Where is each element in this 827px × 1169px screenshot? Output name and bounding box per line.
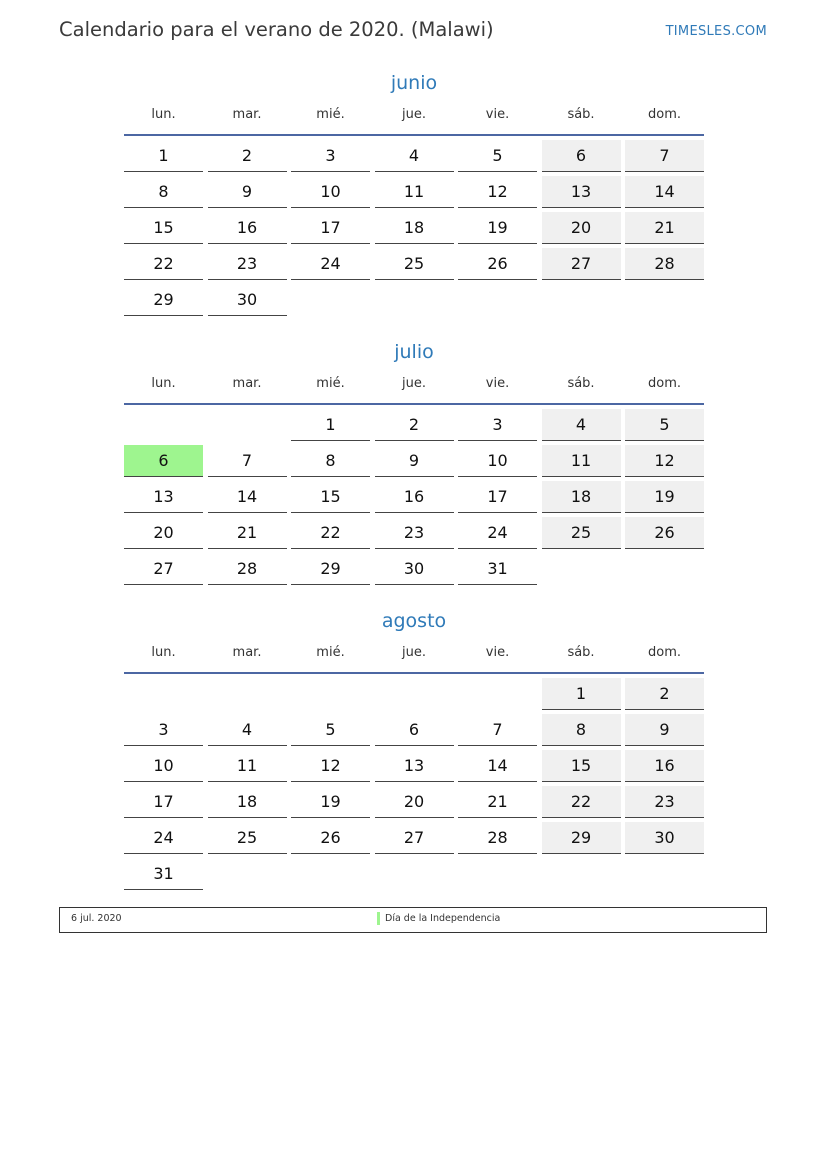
- day-cell: 14: [458, 750, 537, 782]
- day-cell: 23: [375, 517, 454, 549]
- day-cell: 27: [124, 553, 203, 585]
- day-cell: 26: [458, 248, 537, 280]
- legend-holiday-name: Día de la Independencia: [385, 913, 501, 924]
- day-cell: 4: [542, 409, 621, 441]
- day-cell: 29: [542, 822, 621, 854]
- day-cell: 24: [291, 248, 370, 280]
- legend-date: 6 jul. 2020: [71, 913, 122, 924]
- day-cell: 17: [291, 212, 370, 244]
- month-agosto: [124, 608, 704, 890]
- day-cell: 1: [124, 140, 203, 172]
- day-cell: 30: [375, 553, 454, 585]
- day-cell: 13: [124, 481, 203, 513]
- day-cell: 7: [208, 445, 287, 477]
- weekday-label: dom.: [647, 107, 681, 122]
- weekday-label: vie.: [485, 107, 510, 122]
- day-cell: 28: [208, 553, 287, 585]
- weekday-label: vie.: [485, 645, 510, 660]
- day-cell: 3: [458, 409, 537, 441]
- day-cell: 17: [458, 481, 537, 513]
- day-cell: 11: [208, 750, 287, 782]
- day-cell: 5: [291, 714, 370, 746]
- day-cell: 30: [625, 822, 704, 854]
- day-cell: 13: [375, 750, 454, 782]
- empty-cell: [124, 678, 203, 710]
- day-cell: 25: [542, 517, 621, 549]
- day-cell: 23: [208, 248, 287, 280]
- weekday-label: mar.: [232, 107, 262, 122]
- holiday-legend: [59, 907, 767, 933]
- day-cell: 11: [375, 176, 454, 208]
- day-cell: 4: [375, 140, 454, 172]
- empty-cell: [458, 678, 537, 710]
- day-cell: 16: [625, 750, 704, 782]
- day-cell: 24: [124, 822, 203, 854]
- weekday-label: lun.: [151, 376, 176, 391]
- day-cell: 17: [124, 786, 203, 818]
- day-cell: 6: [375, 714, 454, 746]
- day-cell: 15: [291, 481, 370, 513]
- day-cell: 28: [458, 822, 537, 854]
- day-cell: 22: [291, 517, 370, 549]
- empty-cell: [124, 409, 203, 441]
- day-grid: [124, 678, 704, 890]
- day-cell: 1: [291, 409, 370, 441]
- weekday-label: vie.: [485, 376, 510, 391]
- weekday-label: mar.: [232, 645, 262, 660]
- weekday-label: jue.: [402, 107, 426, 122]
- weekday-label: lun.: [151, 645, 176, 660]
- day-cell: 22: [124, 248, 203, 280]
- weekday-label: mié.: [316, 107, 345, 122]
- day-cell: 31: [124, 858, 203, 890]
- day-cell: 27: [542, 248, 621, 280]
- day-cell: 18: [208, 786, 287, 818]
- day-cell: 14: [625, 176, 704, 208]
- day-cell: 12: [291, 750, 370, 782]
- day-cell: 1: [542, 678, 621, 710]
- day-cell: 25: [375, 248, 454, 280]
- day-cell: 16: [375, 481, 454, 513]
- day-cell: 10: [458, 445, 537, 477]
- day-cell: 18: [375, 212, 454, 244]
- day-cell: 14: [208, 481, 287, 513]
- day-cell: 19: [458, 212, 537, 244]
- month-name: agosto: [381, 610, 447, 632]
- empty-cell: [375, 678, 454, 710]
- day-cell: 5: [458, 140, 537, 172]
- day-cell: 13: [542, 176, 621, 208]
- day-cell: 21: [208, 517, 287, 549]
- day-cell: 8: [124, 176, 203, 208]
- day-cell: 15: [542, 750, 621, 782]
- empty-cell: [291, 678, 370, 710]
- weekday-label: sáb.: [567, 645, 595, 660]
- day-cell: 9: [375, 445, 454, 477]
- weekday-label: dom.: [647, 645, 681, 660]
- month-name: julio: [394, 341, 434, 363]
- weekday-label: jue.: [402, 645, 426, 660]
- brand-link[interactable]: TIMESLES.COM: [665, 24, 767, 39]
- day-cell: 25: [208, 822, 287, 854]
- weekday-label: sáb.: [567, 376, 595, 391]
- day-cell: 9: [208, 176, 287, 208]
- day-cell: 11: [542, 445, 621, 477]
- day-cell: 21: [625, 212, 704, 244]
- day-cell: 29: [291, 553, 370, 585]
- day-cell: 2: [375, 409, 454, 441]
- day-cell: 18: [542, 481, 621, 513]
- day-grid: [124, 140, 704, 316]
- day-cell: 7: [625, 140, 704, 172]
- day-cell: 20: [542, 212, 621, 244]
- day-cell: 30: [208, 284, 287, 316]
- weekday-label: mar.: [232, 376, 262, 391]
- day-cell: 10: [291, 176, 370, 208]
- holiday-day-cell: 6: [124, 445, 203, 477]
- day-cell: 4: [208, 714, 287, 746]
- weekday-header-row: [124, 106, 704, 136]
- day-cell: 16: [208, 212, 287, 244]
- day-cell: 28: [625, 248, 704, 280]
- day-cell: 22: [542, 786, 621, 818]
- day-cell: 27: [375, 822, 454, 854]
- empty-cell: [208, 409, 287, 441]
- weekday-label: mié.: [316, 376, 345, 391]
- month-name: junio: [390, 72, 438, 94]
- day-cell: 26: [291, 822, 370, 854]
- day-cell: 3: [124, 714, 203, 746]
- month-junio: [124, 70, 704, 316]
- day-cell: 20: [375, 786, 454, 818]
- day-cell: 26: [625, 517, 704, 549]
- month-julio: [124, 339, 704, 585]
- day-cell: 8: [542, 714, 621, 746]
- weekday-label: lun.: [151, 107, 176, 122]
- weekday-header-row: [124, 375, 704, 405]
- page-title: Calendario para el verano de 2020. (Malawi): [59, 18, 494, 41]
- day-cell: 19: [291, 786, 370, 818]
- day-cell: 29: [124, 284, 203, 316]
- day-cell: 9: [625, 714, 704, 746]
- day-cell: 19: [625, 481, 704, 513]
- weekday-label: dom.: [647, 376, 681, 391]
- holiday-color-marker: [377, 912, 380, 925]
- weekday-label: jue.: [402, 376, 426, 391]
- empty-cell: [208, 678, 287, 710]
- weekday-header-row: [124, 644, 704, 674]
- day-cell: 15: [124, 212, 203, 244]
- day-cell: 8: [291, 445, 370, 477]
- day-cell: 12: [458, 176, 537, 208]
- day-cell: 6: [542, 140, 621, 172]
- weekday-label: sáb.: [567, 107, 595, 122]
- day-cell: 3: [291, 140, 370, 172]
- day-cell: 10: [124, 750, 203, 782]
- day-cell: 7: [458, 714, 537, 746]
- day-cell: 5: [625, 409, 704, 441]
- day-cell: 2: [625, 678, 704, 710]
- weekday-label: mié.: [316, 645, 345, 660]
- day-cell: 12: [625, 445, 704, 477]
- day-cell: 20: [124, 517, 203, 549]
- day-cell: 23: [625, 786, 704, 818]
- day-grid: [124, 409, 704, 585]
- day-cell: 2: [208, 140, 287, 172]
- day-cell: 21: [458, 786, 537, 818]
- day-cell: 24: [458, 517, 537, 549]
- day-cell: 31: [458, 553, 537, 585]
